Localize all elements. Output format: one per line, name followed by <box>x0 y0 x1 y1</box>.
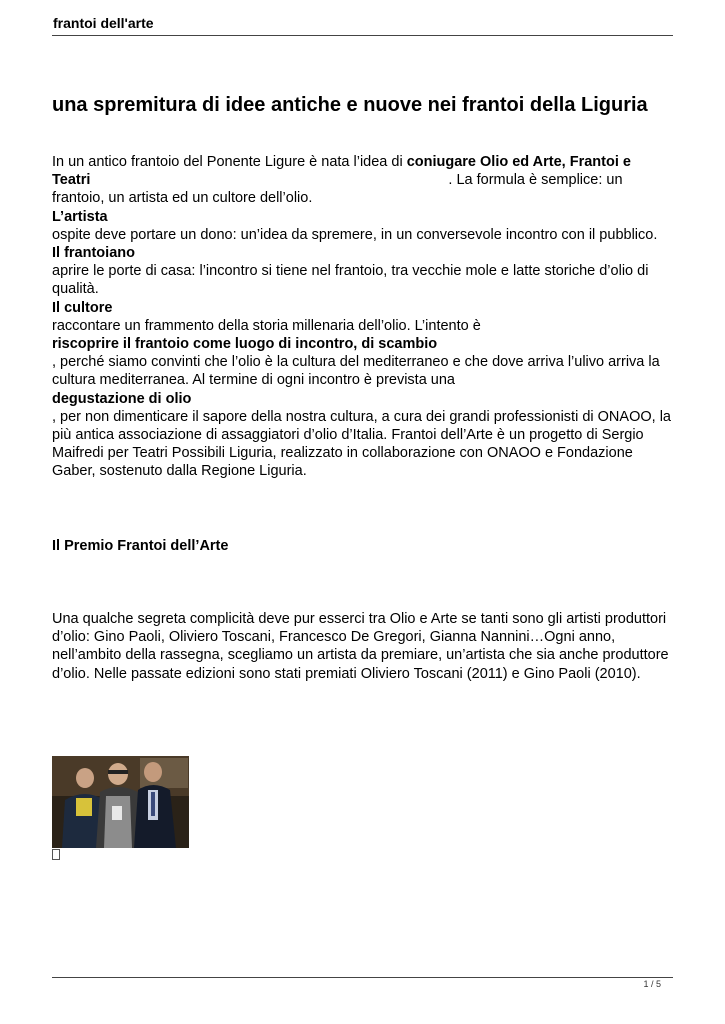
artista-text: ospite deve portare un dono: un’idea da spremere, in un conversevole incontro con il pubblico. <box>52 226 658 243</box>
cultore-text: raccontare un frammento della storia millenaria dell’olio. L’intento è <box>52 317 481 334</box>
artista-heading: L’artista <box>52 208 108 225</box>
frantoiano-text: aprire le porte di casa: l’incontro si tiene nel frantoio, tra vecchie mole e latte storiche d’olio di qualità. <box>52 263 649 298</box>
premio-text: Una qualche segreta complicità deve pur esserci tra Olio e Arte se tanti sono gli artisti produttori d’olio: Gino Paoli, Oliviero Toscani, Francesco De Gregori, Gianna Nannini…Ogni anno, nell’ambito della rassegna, scegliamo un artista da premiare, un’artista che sia anche produttore d’olio. Nelle passate edizioni sono stati premiati Oliviero Toscani (2011) e Gino Paoli (2010). <box>52 611 669 682</box>
cultore-heading: Il cultore <box>52 299 113 316</box>
degustazione-bold: degustazione di olio <box>52 390 192 407</box>
intro-bold: coniugare Olio ed Arte, Frantoi e Teatri <box>52 154 631 189</box>
intro-paragraph <box>52 153 672 208</box>
article-title: una spremitura di idee antiche e nuove nei frantoi della Liguria <box>52 94 648 116</box>
footer-divider <box>52 977 673 978</box>
award-photo <box>52 756 189 848</box>
page-number: 1 / 5 <box>643 979 661 989</box>
intro-text-1: In un antico frantoio del Ponente Ligure è nata l’idea di <box>52 154 407 170</box>
premio-title: Il Premio Frantoi dell’Arte <box>52 538 229 554</box>
article-body <box>52 153 672 481</box>
frantoiano-heading: Il frantoiano <box>52 245 135 262</box>
placeholder-glyph <box>52 849 60 860</box>
riscoprire-bold: riscoprire il frantoio come luogo di incontro, di scambio <box>52 336 438 353</box>
closing-text: , per non dimenticare il sapore della nostra cultura, a cura dei grandi professionisti di ONAOO, la più antica associazione di assaggiatori d’olio d’Italia. Frantoi dell’Arte è un progetto di Sergio Maifredi per Teatri Possibili Liguria, realizzato in collaborazione con ONAOO e Fondazione Gaber, sostenuto dalla Regione Liguria. <box>52 408 671 480</box>
header-title: frantoi dell'arte <box>53 15 154 31</box>
intro-text-2: . La formula è semplice: un frantoio, un artista ed un cultore dell’olio. <box>52 172 623 207</box>
photo-image <box>52 756 189 848</box>
riscoprire-text: , perché siamo convinti che l’olio è la cultura del mediterraneo e che dove arriva l’ulivo arriva la cultura mediterranea. Al termine di ogni incontro è prevista una <box>52 354 660 389</box>
header-divider <box>52 35 673 36</box>
